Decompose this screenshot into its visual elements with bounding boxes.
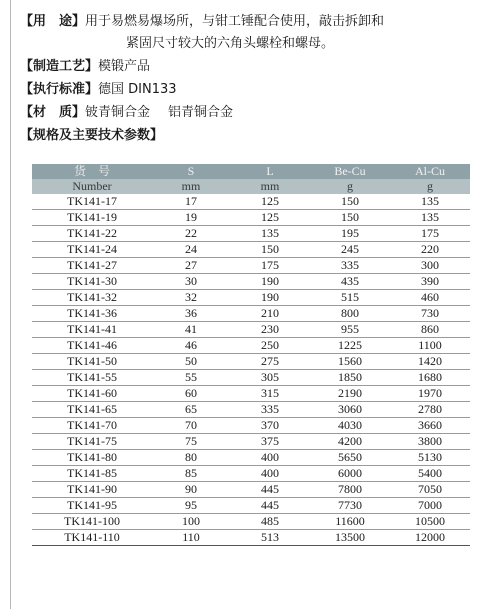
table-cell: 27 xyxy=(152,258,230,274)
table-cell: 22 xyxy=(152,226,230,242)
table-cell: 24 xyxy=(152,242,230,258)
table-cell: 400 xyxy=(230,466,310,482)
table-cell: 1680 xyxy=(390,370,470,386)
table-cell: TK141-110 xyxy=(32,530,152,546)
table-cell: TK141-80 xyxy=(32,450,152,466)
table-cell: 460 xyxy=(390,290,470,306)
table-cell: 75 xyxy=(152,434,230,450)
table-cell: TK141-60 xyxy=(32,386,152,402)
usage-line-continued xyxy=(20,34,498,54)
header-cell: 货 号 xyxy=(32,164,152,179)
table-cell: 7800 xyxy=(310,482,390,498)
table-cell: 1850 xyxy=(310,370,390,386)
table-cell: TK141-17 xyxy=(32,194,152,210)
unit-cell: Number xyxy=(32,179,152,194)
table-cell: 4200 xyxy=(310,434,390,450)
table-cell: 445 xyxy=(230,498,310,514)
table-cell: 250 xyxy=(230,338,310,354)
table-cell: 125 xyxy=(230,210,310,226)
table-cell: 12000 xyxy=(390,530,470,546)
table-cell: 150 xyxy=(310,194,390,210)
table-cell: 135 xyxy=(390,210,470,226)
table-cell: 275 xyxy=(230,354,310,370)
standard-text: 德国 DIN133 xyxy=(98,82,177,97)
table-cell: 32 xyxy=(152,290,230,306)
table-row xyxy=(32,402,470,418)
table-cell: 135 xyxy=(230,226,310,242)
spec-line xyxy=(20,126,498,146)
table-cell: 860 xyxy=(390,322,470,338)
table-cell: 1225 xyxy=(310,338,390,354)
table-row xyxy=(32,354,470,370)
table-cell: 190 xyxy=(230,274,310,290)
table-cell: 5400 xyxy=(390,466,470,482)
table-cell: 305 xyxy=(230,370,310,386)
table-cell: 515 xyxy=(310,290,390,306)
table-cell: 30 xyxy=(152,274,230,290)
table-cell: 13500 xyxy=(310,530,390,546)
table-cell: 110 xyxy=(152,530,230,546)
process-text: 模锻产品 xyxy=(98,59,151,74)
table-row xyxy=(32,338,470,354)
table-cell: 485 xyxy=(230,514,310,530)
table-row xyxy=(32,322,470,338)
table-cell: TK141-65 xyxy=(32,402,152,418)
table-cell: 2780 xyxy=(390,402,470,418)
table-cell: TK141-90 xyxy=(32,482,152,498)
table-cell: TK141-100 xyxy=(32,514,152,530)
table-cell: 315 xyxy=(230,386,310,402)
table-cell: TK141-41 xyxy=(32,322,152,338)
header-cell: Al-Cu xyxy=(390,164,470,179)
table-cell: 3060 xyxy=(310,402,390,418)
table-body xyxy=(32,194,470,546)
table-cell: 230 xyxy=(230,322,310,338)
table-row xyxy=(32,482,470,498)
spec-table-container xyxy=(32,164,470,546)
usage-text: 用于易燃易爆场所，与钳工锤配合使用，敲击拆卸和 xyxy=(85,14,385,29)
table-row xyxy=(32,418,470,434)
table-cell: 3660 xyxy=(390,418,470,434)
usage-line xyxy=(20,12,498,32)
table-cell: 2190 xyxy=(310,386,390,402)
table-cell: TK141-75 xyxy=(32,434,152,450)
process-label: 【制造工艺】 xyxy=(20,59,99,74)
standard-label: 【执行标准】 xyxy=(20,82,99,97)
table-cell: TK141-32 xyxy=(32,290,152,306)
table-row xyxy=(32,210,470,226)
table-cell: 4030 xyxy=(310,418,390,434)
unit-cell: mm xyxy=(152,179,230,194)
table-row xyxy=(32,242,470,258)
table-cell: TK141-24 xyxy=(32,242,152,258)
standard-line xyxy=(20,80,498,100)
table-row xyxy=(32,306,470,322)
header-cell: L xyxy=(230,164,310,179)
header-cell: S xyxy=(152,164,230,179)
table-cell: 390 xyxy=(390,274,470,290)
table-cell: 95 xyxy=(152,498,230,514)
table-row xyxy=(32,466,470,482)
table-row xyxy=(32,450,470,466)
table-row xyxy=(32,258,470,274)
table-cell: 375 xyxy=(230,434,310,450)
left-border-line xyxy=(10,0,11,609)
table-cell: 11600 xyxy=(310,514,390,530)
table-row xyxy=(32,194,470,210)
table-row xyxy=(32,514,470,530)
table-row xyxy=(32,290,470,306)
table-cell: 70 xyxy=(152,418,230,434)
table-cell: TK141-46 xyxy=(32,338,152,354)
table-cell: TK141-36 xyxy=(32,306,152,322)
table-cell: 50 xyxy=(152,354,230,370)
table-row xyxy=(32,434,470,450)
table-header-row xyxy=(32,164,470,179)
table-cell: 955 xyxy=(310,322,390,338)
table-units-row xyxy=(32,179,470,194)
table-cell: TK141-55 xyxy=(32,370,152,386)
table-cell: TK141-50 xyxy=(32,354,152,370)
usage-label: 【用 途】 xyxy=(20,14,86,29)
table-cell: 6000 xyxy=(310,466,390,482)
table-row xyxy=(32,498,470,514)
table-cell: 400 xyxy=(230,450,310,466)
unit-cell: g xyxy=(390,179,470,194)
material-text-2: 铝青铜合金 xyxy=(168,105,234,120)
process-line xyxy=(20,57,498,77)
table-cell: 46 xyxy=(152,338,230,354)
table-cell: 150 xyxy=(310,210,390,226)
table-cell: 85 xyxy=(152,466,230,482)
table-cell: 7050 xyxy=(390,482,470,498)
table-cell: 175 xyxy=(230,258,310,274)
table-cell: 190 xyxy=(230,290,310,306)
table-cell: TK141-22 xyxy=(32,226,152,242)
table-row xyxy=(32,370,470,386)
spec-label: 【规格及主要技术参数】 xyxy=(20,128,164,143)
table-cell: 300 xyxy=(390,258,470,274)
table-cell: 175 xyxy=(390,226,470,242)
product-info xyxy=(20,12,498,149)
table-cell: 245 xyxy=(310,242,390,258)
table-cell: 17 xyxy=(152,194,230,210)
usage-text-continued: 紧固尺寸较大的六角头螺栓和螺母。 xyxy=(126,36,335,51)
table-cell: 220 xyxy=(390,242,470,258)
table-cell: 7000 xyxy=(390,498,470,514)
table-cell: 5130 xyxy=(390,450,470,466)
table-cell: 7730 xyxy=(310,498,390,514)
table-cell: 335 xyxy=(230,402,310,418)
table-cell: 125 xyxy=(230,194,310,210)
table-cell: 55 xyxy=(152,370,230,386)
table-cell: 135 xyxy=(390,194,470,210)
table-cell: 3800 xyxy=(390,434,470,450)
table-cell: 5650 xyxy=(310,450,390,466)
table-cell: TK141-30 xyxy=(32,274,152,290)
table-cell: 41 xyxy=(152,322,230,338)
table-cell: TK141-19 xyxy=(32,210,152,226)
table-cell: 730 xyxy=(390,306,470,322)
table-cell: 1100 xyxy=(390,338,470,354)
unit-cell: g xyxy=(310,179,390,194)
table-cell: 210 xyxy=(230,306,310,322)
table-cell: 195 xyxy=(310,226,390,242)
table-cell: 90 xyxy=(152,482,230,498)
table-cell: 1560 xyxy=(310,354,390,370)
table-cell: 10500 xyxy=(390,514,470,530)
table-cell: 513 xyxy=(230,530,310,546)
table-cell: 19 xyxy=(152,210,230,226)
table-row xyxy=(32,226,470,242)
table-cell: TK141-85 xyxy=(32,466,152,482)
material-line xyxy=(20,103,498,123)
table-row xyxy=(32,530,470,546)
table-cell: 800 xyxy=(310,306,390,322)
table-cell: TK141-27 xyxy=(32,258,152,274)
table-cell: 1420 xyxy=(390,354,470,370)
table-cell: TK141-95 xyxy=(32,498,152,514)
table-cell: 65 xyxy=(152,402,230,418)
spec-table xyxy=(32,164,470,546)
material-text-1: 铍青铜合金 xyxy=(85,105,151,120)
table-cell: 60 xyxy=(152,386,230,402)
unit-cell: mm xyxy=(230,179,310,194)
table-cell: 100 xyxy=(152,514,230,530)
header-cell: Be-Cu xyxy=(310,164,390,179)
table-cell: 36 xyxy=(152,306,230,322)
table-cell: 335 xyxy=(310,258,390,274)
material-label: 【材 质】 xyxy=(20,105,86,120)
table-cell: 445 xyxy=(230,482,310,498)
table-cell: 435 xyxy=(310,274,390,290)
table-cell: 80 xyxy=(152,450,230,466)
table-cell: TK141-70 xyxy=(32,418,152,434)
table-row xyxy=(32,386,470,402)
table-cell: 1970 xyxy=(390,386,470,402)
table-cell: 370 xyxy=(230,418,310,434)
table-cell: 150 xyxy=(230,242,310,258)
table-row xyxy=(32,274,470,290)
